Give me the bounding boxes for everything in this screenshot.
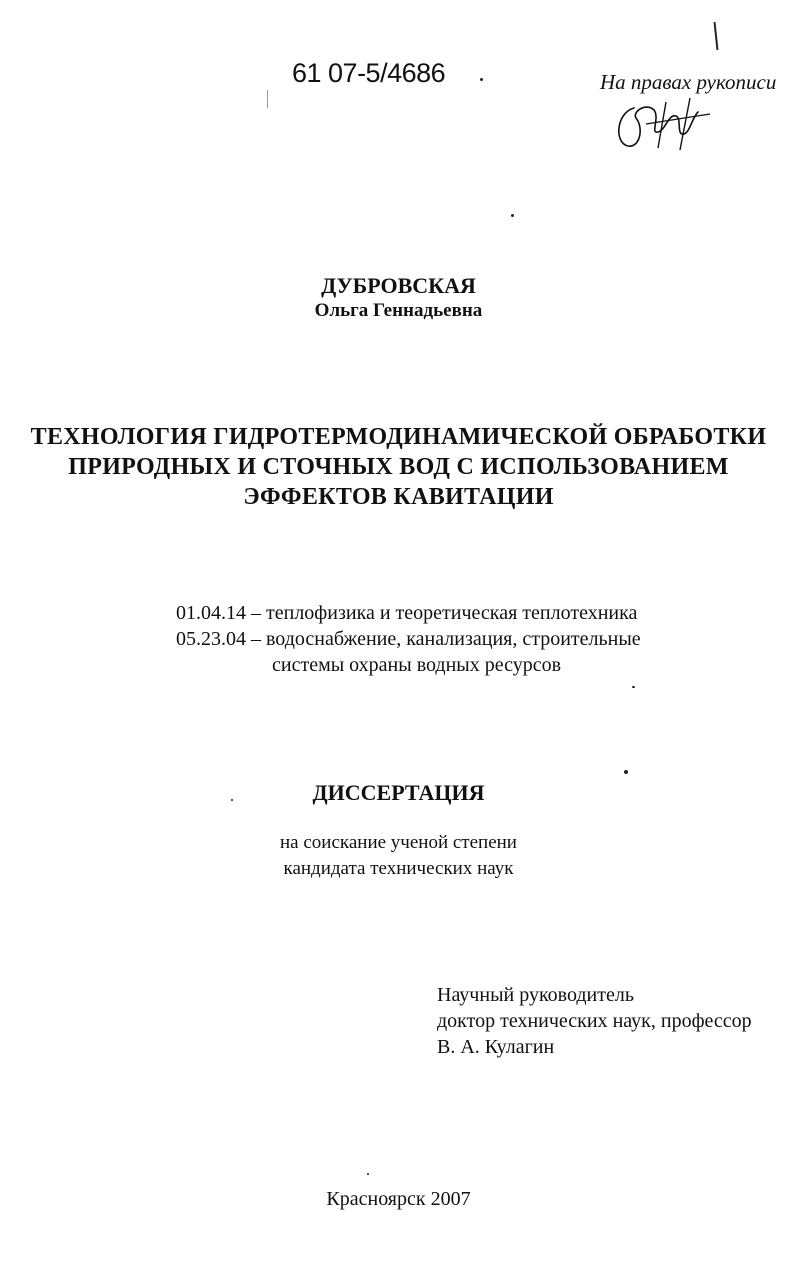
dissertation-title (0, 422, 797, 512)
degree-line: на соискание ученой степени (280, 832, 517, 853)
specialty-line: системы охраны водных ресурсов (272, 654, 562, 676)
supervisor-credentials: доктор технических наук, профессор (437, 1010, 752, 1032)
degree-line: кандидата технических наук (283, 858, 514, 879)
document-type: ДИССЕРТАЦИЯ (312, 780, 485, 805)
specialty-line: 05.23.04 – водоснабжение, канализация, строительные (176, 628, 641, 650)
archive-stamp-number: 61 07-5/4686 (292, 58, 446, 88)
specialty-line: 01.04.14 – теплофизика и теоретическая теплотехника (176, 602, 638, 624)
title-line: ЭФФЕКТОВ КАВИТАЦИИ (243, 484, 554, 510)
author-name: Ольга Геннадьевна (314, 300, 483, 321)
scan-speck (367, 1173, 369, 1175)
author-surname: ДУБРОВСКАЯ (321, 273, 476, 298)
supervisor-role: Научный руководитель (437, 984, 634, 1006)
city-year: Красноярск 2007 (326, 1188, 471, 1210)
manuscript-rights-notice: На правах рукописи (600, 70, 777, 94)
scan-speck (480, 78, 483, 81)
signature-icon (606, 88, 726, 158)
scan-speck (511, 214, 514, 217)
scan-speck (632, 686, 635, 688)
scan-speck (624, 770, 628, 774)
title-line: ТЕХНОЛОГИЯ ГИДРОТЕРМОДИНАМИЧЕСКОЙ ОБРАБОТКИ (30, 424, 767, 450)
scan-mark (267, 90, 268, 108)
title-line: ПРИРОДНЫХ И СТОЧНЫХ ВОД С ИСПОЛЬЗОВАНИЕМ (68, 454, 729, 480)
supervisor-name: В. А. Кулагин (437, 1036, 555, 1058)
scan-mark (714, 22, 719, 50)
